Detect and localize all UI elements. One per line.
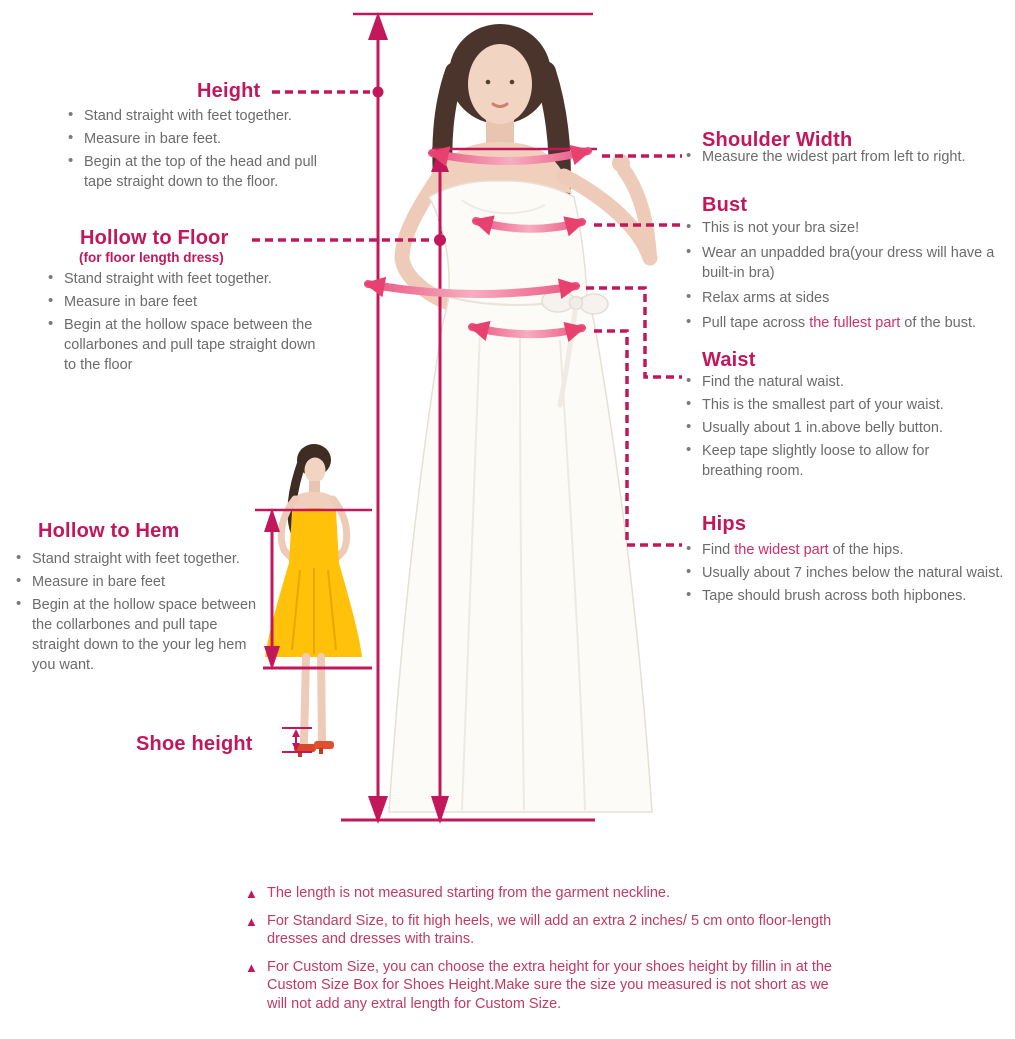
red-shoe: [314, 741, 334, 749]
instruction-bullet: • Stand straight with feet together.: [16, 549, 264, 569]
hips-title: Hips: [702, 513, 747, 535]
instruction-bullet: • Find the widest part of the hips.: [686, 540, 1004, 560]
instruction-bullet: • Measure the widest part from left to right.: [686, 147, 1008, 167]
hollow-to-floor-instructions: [48, 269, 316, 378]
shoe-height-title: Shoe height: [136, 733, 253, 755]
instruction-bullet: • Stand straight with feet together.: [48, 269, 316, 289]
instruction-bullet: • Begin at the hollow space between the collarbones and pull tape straight down to the floor: [48, 315, 316, 375]
height-instructions: [68, 106, 336, 195]
instruction-bullet: • Keep tape slightly loose to allow for breathing room.: [686, 441, 988, 481]
arrow-down-icon: [264, 646, 280, 670]
instruction-bullet: • Begin at the hollow space between the collarbones and pull tape straight down to the your leg hem you want.: [16, 595, 264, 675]
shoulder-width-instructions: [686, 147, 1008, 170]
instruction-bullet: • Usually about 1 in.above belly button.: [686, 418, 988, 438]
bust-instructions: [686, 218, 1008, 338]
instruction-bullet: • Measure in bare feet: [48, 292, 316, 312]
hips-instructions: [686, 540, 1004, 609]
warning-triangle-icon: ▲: [245, 959, 258, 975]
footer-note: ▲ For Custom Size, you can choose the extra height for your shoes height by fillin in at the Custom Size Box for Shoes Height.Make sure the size you measured is not short as we will not add any extral length for Custom Size.: [245, 958, 832, 1012]
height-anchor-dot: [373, 87, 384, 98]
instruction-bullet: • Begin at the top of the head and pull tape straight down to the floor.: [68, 152, 336, 192]
instruction-bullet: • This is the smallest part of your waist.: [686, 395, 988, 415]
instruction-bullet: • Stand straight with feet together.: [68, 106, 336, 126]
shoulder-width-title: Shoulder Width: [702, 129, 853, 151]
instruction-bullet: • Wear an unpadded bra(your dress will have a built-in bra): [686, 243, 1008, 283]
main-model-illustration: [389, 24, 652, 812]
hollow-to-hem-title: Hollow to Hem: [38, 520, 180, 542]
arrow-up-icon: [264, 508, 280, 532]
footer-note: ▲ For Standard Size, to fit high heels, we will add an extra 2 inches/ 5 cm onto floor-length dresses and dresses with trains.: [245, 912, 832, 947]
footer-note: ▲ The length is not measured starting from the garment neckline.: [245, 884, 835, 903]
warning-triangle-icon: ▲: [245, 886, 258, 901]
hollow-to-hem-instructions: [16, 549, 264, 678]
yellow-dress-bodice: [289, 508, 339, 563]
instruction-bullet: • Relax arms at sides: [686, 288, 1008, 308]
bust-title: Bust: [702, 194, 748, 216]
waist-instructions: [686, 372, 988, 484]
instruction-bullet: • Usually about 7 inches below the natural waist.: [686, 563, 1004, 583]
height-title: Height: [197, 80, 261, 102]
small-model-illustration: [265, 444, 362, 757]
footer-notes: [245, 884, 835, 1022]
model-face: [468, 44, 532, 124]
warning-triangle-icon: ▲: [245, 913, 258, 929]
waist-title: Waist: [702, 349, 756, 371]
instruction-bullet: • This is not your bra size!: [686, 218, 1008, 238]
instruction-bullet: • Measure in bare feet.: [68, 129, 336, 149]
hollow-to-floor-subtitle: (for floor length dress): [79, 250, 224, 265]
hollow-anchor-dot: [434, 234, 446, 246]
arrow-up-icon: [368, 12, 388, 40]
instruction-bullet: • Tape should brush across both hipbones.: [686, 586, 1004, 606]
instruction-bullet: • Measure in bare feet: [16, 572, 264, 592]
instruction-bullet: • Find the natural waist.: [686, 372, 988, 392]
hollow-to-floor-title: Hollow to Floor: [80, 227, 229, 249]
instruction-bullet: • Pull tape across the fullest part of the bust.: [686, 313, 1008, 333]
